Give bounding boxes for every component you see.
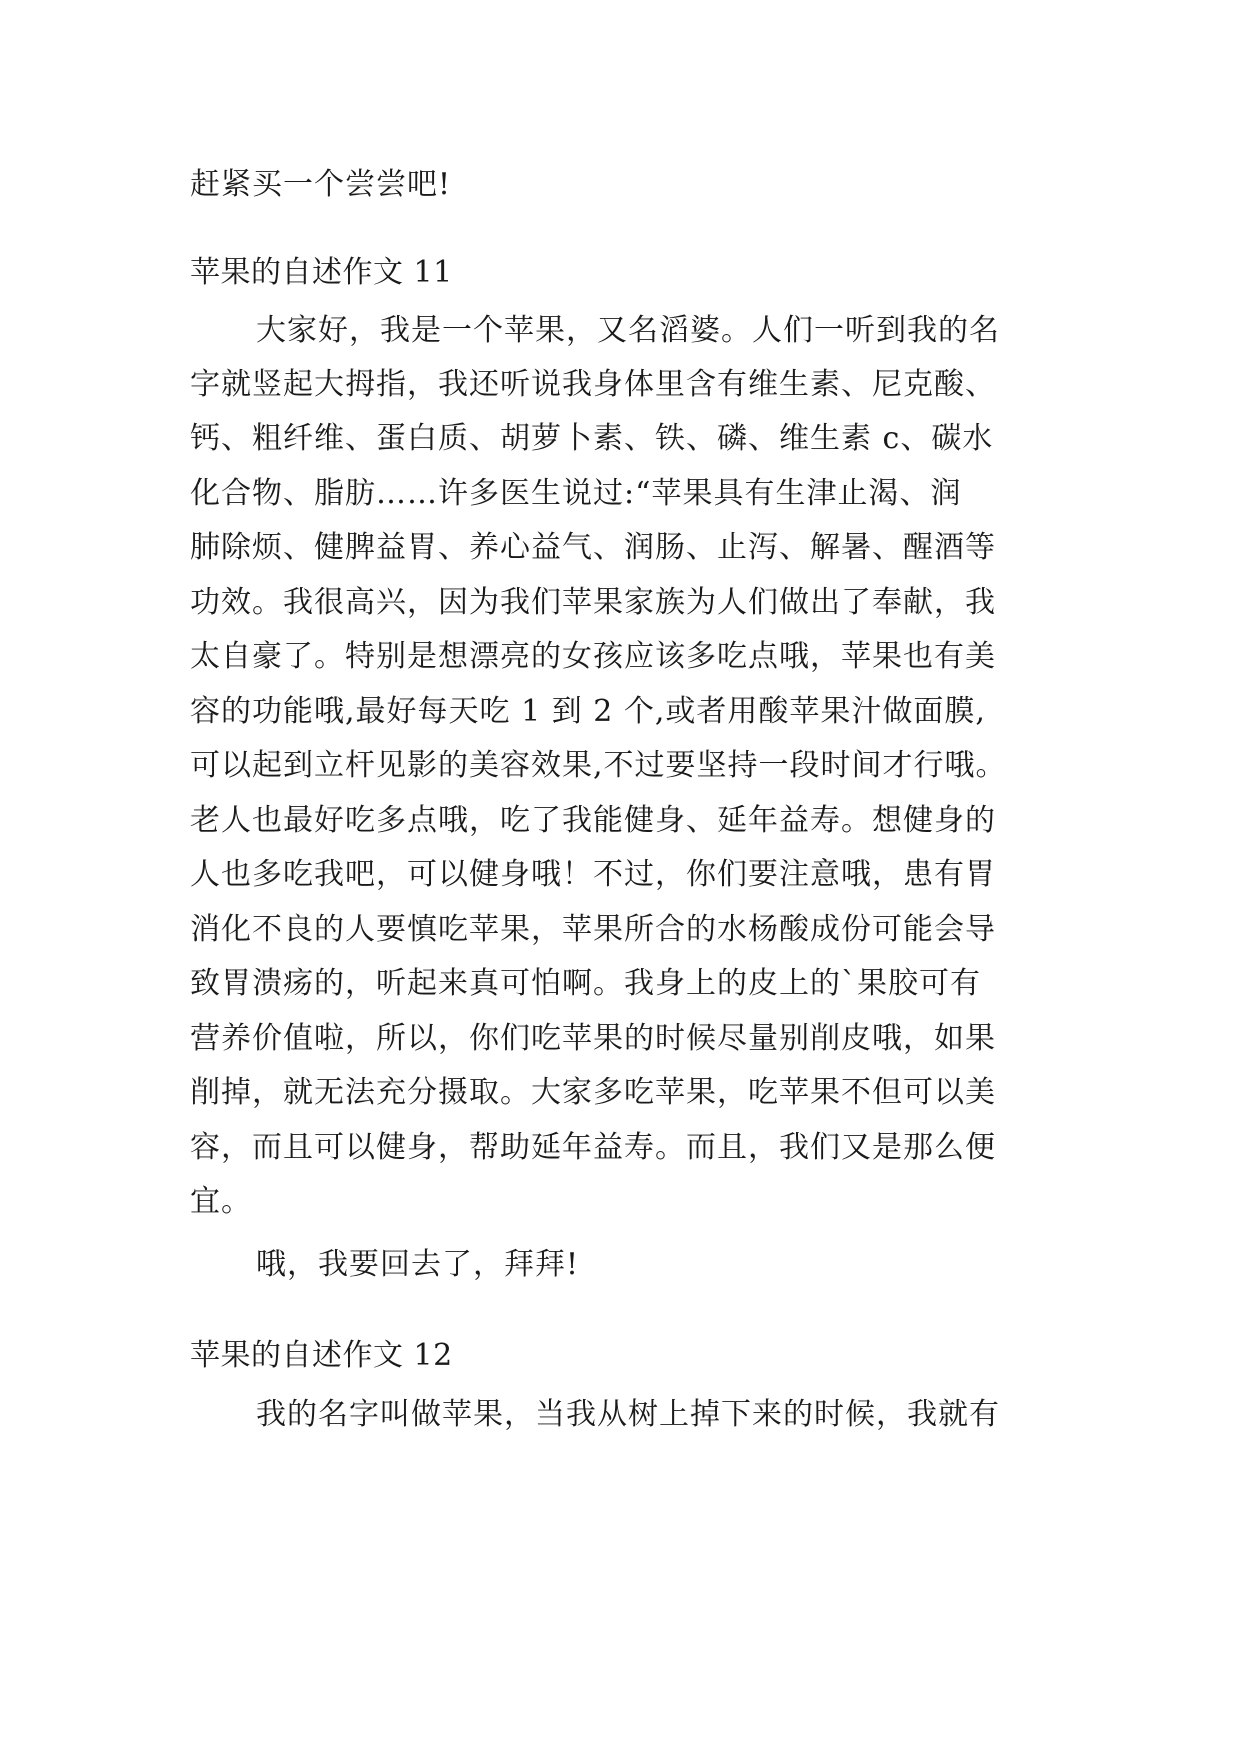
- paragraph-line: 人也多吃我吧，可以健身哦！不过，你们要注意哦，患有胃: [190, 857, 996, 892]
- paragraph-line: 营养价值啦，所以，你们吃苹果的时候尽量别削皮哦，如果: [190, 1021, 996, 1056]
- paragraph-line: 老人也最好吃多点哦，吃了我能健身、延年益寿。想健身的: [190, 803, 996, 838]
- paragraph-line: 削掉，就无法充分摄取。大家多吃苹果，吃苹果不但可以美: [190, 1075, 996, 1110]
- intro-line: 赶紧买一个尝尝吧!: [190, 167, 452, 202]
- paragraph-line: 字就竖起大拇指，我还听说我身体里含有维生素、尼克酸、: [190, 367, 996, 402]
- paragraph-line: 化合物、脂肪……许多医生说过:“苹果具有生津止渴、润: [190, 476, 962, 511]
- paragraph-line: 太自豪了。特别是想漂亮的女孩应该多吃点哦，苹果也有美: [190, 639, 996, 674]
- paragraph-line: 可以起到立杆见影的美容效果,不过要坚持一段时间才行哦。: [190, 748, 1007, 783]
- section-12-heading: 苹果的自述作文 12: [190, 1338, 453, 1373]
- paragraph-line: 致胃溃疡的，听起来真可怕啊。我身上的皮上的`果胶可有: [190, 966, 981, 1001]
- paragraph-line: 消化不良的人要慎吃苹果，苹果所合的水杨酸成份可能会导: [190, 912, 996, 947]
- paragraph-line: 功效。我很高兴，因为我们苹果家族为人们做出了奉献，我: [190, 585, 996, 620]
- paragraph-line: 容，而且可以健身，帮助延年益寿。而且，我们又是那么便: [190, 1130, 996, 1165]
- paragraph-line: 容的功能哦,最好每天吃 1 到 2 个,或者用酸苹果汁做面膜,: [190, 694, 986, 729]
- paragraph-line: 肺除烦、健脾益胃、养心益气、润肠、止泻、解暑、醒酒等: [190, 530, 996, 565]
- section-11-paragraph-2: 哦，我要回去了，拜拜!: [256, 1247, 580, 1282]
- paragraph-line: 宜。: [190, 1184, 252, 1219]
- paragraph-line: 钙、粗纤维、蛋白质、胡萝卜素、铁、磷、维生素 c、碳水: [190, 421, 994, 456]
- section-11-heading: 苹果的自述作文 11: [190, 255, 453, 290]
- section-12-paragraph-1: 我的名字叫做苹果，当我从树上掉下来的时候，我就有: [256, 1397, 1000, 1432]
- paragraph-line: 大家好，我是一个苹果，又名滔婆。人们一听到我的名: [256, 313, 1000, 348]
